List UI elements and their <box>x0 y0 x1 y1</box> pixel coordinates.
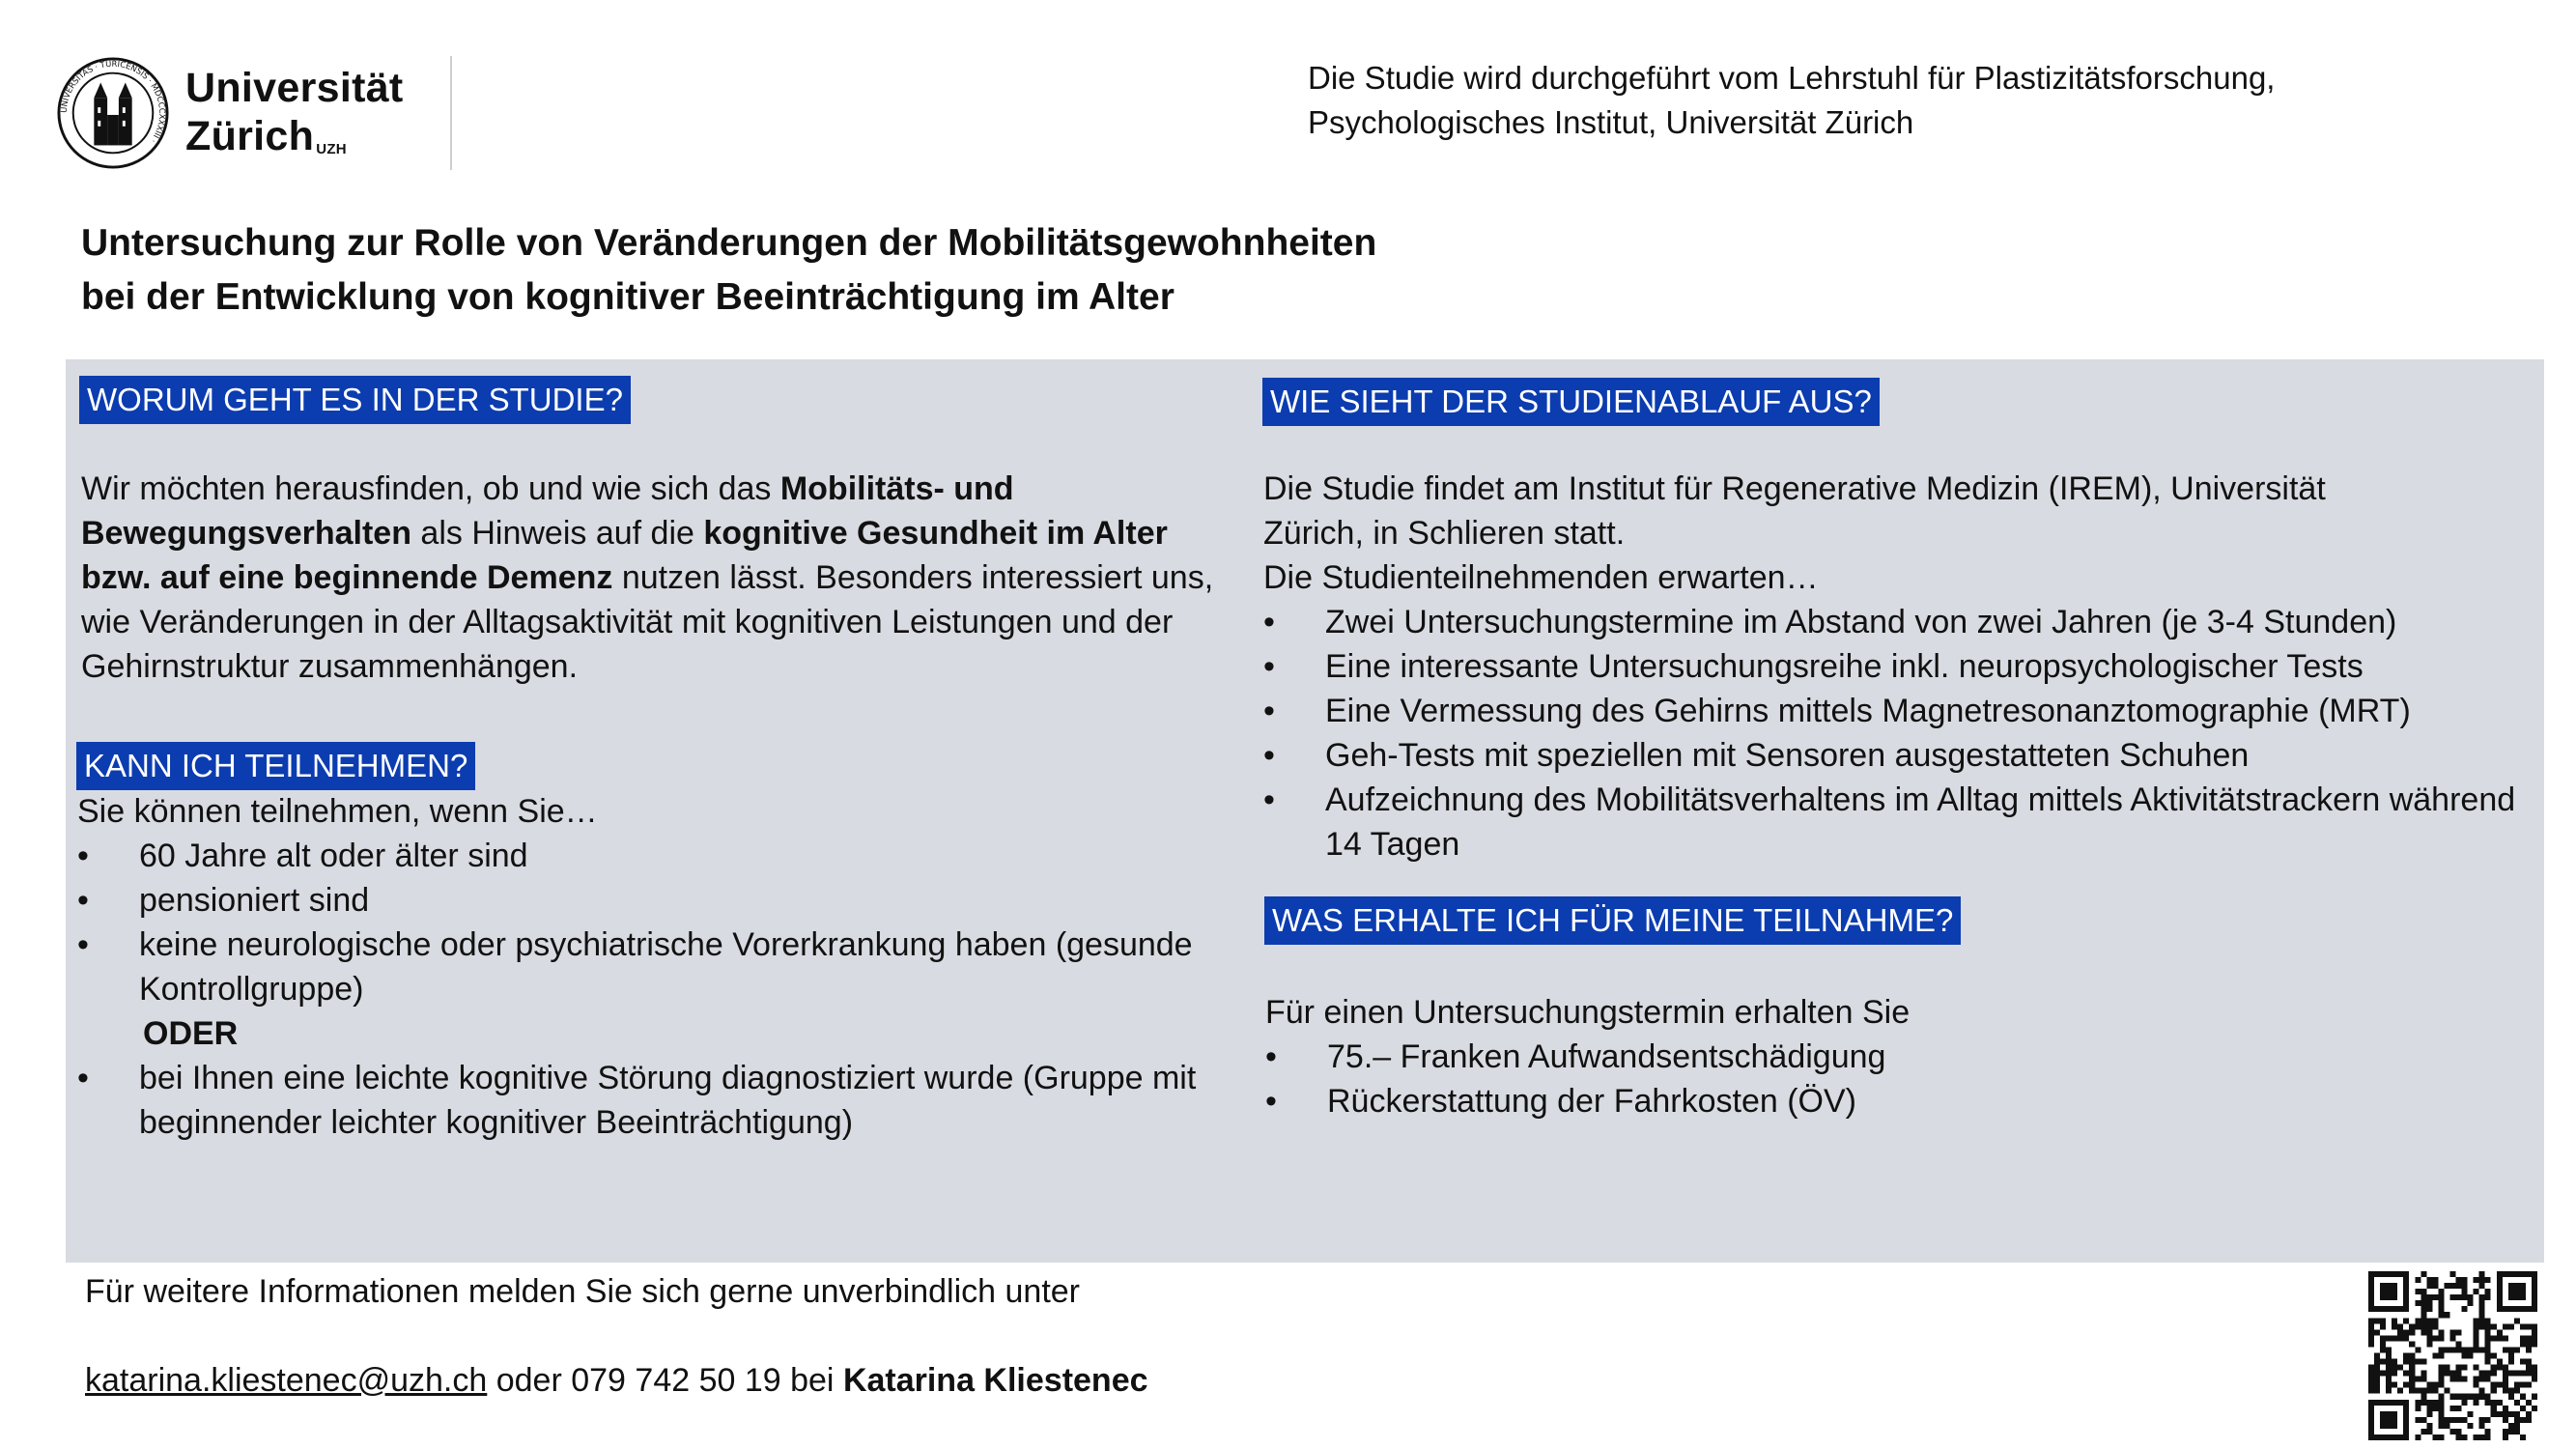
list-item: • Eine interessante Untersuchungsreihe inkl. neuropsychologischer Tests <box>1263 644 2519 689</box>
footer-info: Für weitere Informationen melden Sie sich gerne unverbindlich unter <box>85 1273 1080 1310</box>
university-suffix: UZH <box>316 141 347 157</box>
footer-contact <box>85 1358 1148 1403</box>
svg-text:UNIVERSITAS · TURICENSIS · MDC: UNIVERSITAS · TURICENSIS · MDCCCXXXIII · <box>58 58 168 146</box>
about-paragraph: Wir möchten herausfinden, ob und wie sich das Mobilitäts- und Bewegungsverhalten als Hinweis auf die kognitive Gesundheit im Alter bzw. auf eine beginnende Demenz nutzen lässt. Besonders interessiert uns, wie Veränderungen in der Alltagsaktivität mit kognitiven Leistungen und der Gehirnstruktur zusammenhängen. <box>81 470 1214 685</box>
header-note-line1: Die Studie wird durchgeführt vom Lehrstuhl für Plastizitätsforschung, <box>1308 60 2276 96</box>
list-item: • Zwei Untersuchungstermine im Abstand von zwei Jahren (je 3-4 Stunden) <box>1263 600 2519 644</box>
list-item: • Eine Vermessung des Gehirns mittels Magnetresonanztomographie (MRT) <box>1263 689 2519 733</box>
list-item: • Aufzeichnung des Mobilitätsverhaltens im Alltag mittels Aktivitätstrackern während 14 Tagen <box>1263 778 2519 867</box>
participate-intro: Sie können teilnehmen, wenn Sie… <box>77 793 598 830</box>
qr-code-icon <box>2368 1271 2537 1440</box>
participate-heading: KANN ICH TEILNEHMEN? <box>76 742 475 790</box>
list-item: • keine neurologische oder psychiatrische Vorerkrankung haben (gesunde Kontrollgruppe) <box>77 923 1256 1011</box>
compensation-list <box>1265 1035 2424 1123</box>
procedure-intro: Die Studie findet am Institut für Regenerative Medizin (IREM), Universität Zürich, in Schlieren statt. <box>1263 470 2326 552</box>
procedure-heading: WIE SIEHT DER STUDIENABLAUF AUS? <box>1262 378 1880 426</box>
list-item: • 75.– Franken Aufwandsentschädigung <box>1265 1035 2424 1079</box>
list-item: • Geh-Tests mit speziellen mit Sensoren ausgestatteten Schuhen <box>1263 733 2519 778</box>
header-divider <box>450 56 452 170</box>
compensation-heading: WAS ERHALTE ICH FÜR MEINE TEILNAHME? <box>1264 896 1961 945</box>
compensation-intro: Für einen Untersuchungstermin erhalten Sie <box>1265 994 1911 1031</box>
title-line2: bei der Entwicklung von kognitiver Beeinträchtigung im Alter <box>81 276 1175 318</box>
procedure-intro2: Die Studienteilnehmenden erwarten… <box>1263 559 1819 596</box>
contact-name: Katarina Kliestenec <box>842 1362 1148 1399</box>
list-item: • 60 Jahre alt oder älter sind <box>77 834 1256 878</box>
participate-list <box>77 834 1256 1011</box>
about-heading: WORUM GEHT ES IN DER STUDIE? <box>79 376 631 424</box>
participate-section <box>77 789 1256 1145</box>
university-line1: Universität <box>185 65 404 111</box>
header-note <box>1308 56 2275 145</box>
title-line1: Untersuchung zur Rolle von Veränderungen der Mobilitätsgewohnheiten <box>81 222 1377 264</box>
list-item: • pensioniert sind <box>77 878 1256 923</box>
compensation-section <box>1265 990 2424 1123</box>
university-name <box>185 64 404 160</box>
header-note-line2: Psychologisches Institut, Universität Zürich <box>1308 104 1914 140</box>
procedure-list <box>1263 600 2519 867</box>
university-seal-icon <box>56 56 170 170</box>
or-label: ODER <box>143 1015 239 1052</box>
list-item: • Rückerstattung der Fahrkosten (ÖV) <box>1265 1079 2424 1123</box>
email-link[interactable]: katarina.kliestenec@uzh.ch <box>85 1362 488 1399</box>
page-title <box>81 216 1376 325</box>
list-item: • bei Ihnen eine leichte kognitive Störung diagnostiziert wurde (Gruppe mit beginnender leichter kognitiver Beeinträchtigung) <box>77 1056 1256 1145</box>
phone-text: oder 079 742 50 19 bei <box>487 1362 843 1399</box>
university-line2: Zürich <box>185 113 315 159</box>
procedure-section <box>1263 467 2519 867</box>
